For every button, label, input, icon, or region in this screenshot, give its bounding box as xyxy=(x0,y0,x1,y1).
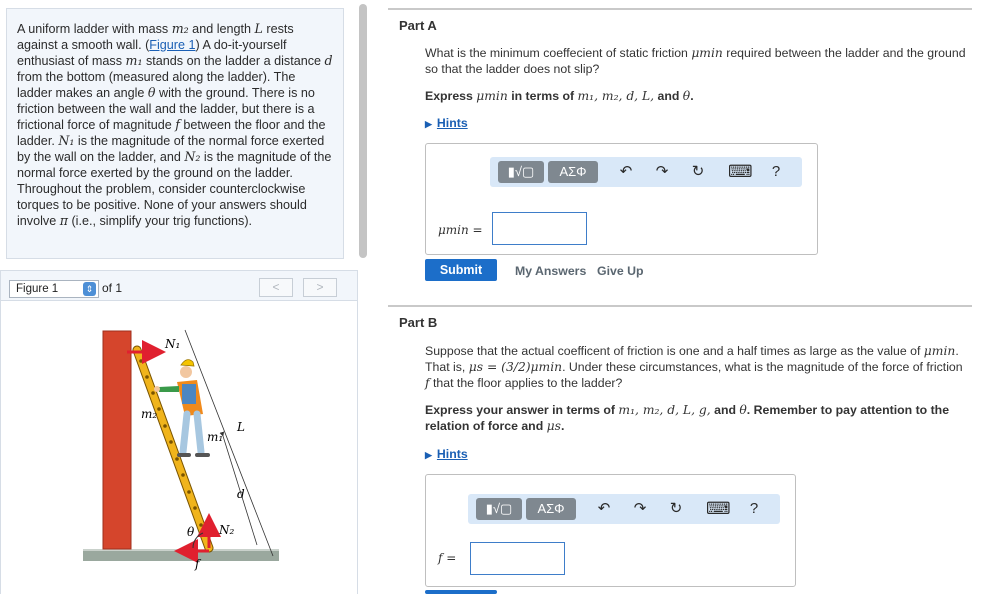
intro-text: is the magnitude of the normal force exerted by the wall on the ladder, and xyxy=(17,134,325,164)
expand-triangle-icon: ▶ xyxy=(425,450,432,460)
part-b-hints-toggle[interactable] xyxy=(425,447,468,461)
part-a-divider xyxy=(388,8,972,10)
intro-text: between the floor and the ladder. xyxy=(17,118,326,148)
figure-panel xyxy=(0,270,358,594)
redo-icon[interactable]: ↷ xyxy=(633,500,647,517)
math-mu-min: μmin xyxy=(691,46,723,60)
hints-label: Hints xyxy=(436,447,468,461)
instruction-text: Express your answer in terms of xyxy=(425,403,619,417)
label-d: d xyxy=(237,487,245,501)
math-theta: θ xyxy=(147,85,156,100)
intro-text: with the ground. There is no friction between the wall and the ladder, but there is a frictional force of magnitude xyxy=(17,86,315,132)
problem-statement xyxy=(6,8,344,259)
math-theta: θ xyxy=(739,403,747,417)
templates-button[interactable]: ▮√▢ xyxy=(476,498,522,520)
part-a-hints-toggle[interactable] xyxy=(425,116,468,130)
part-a-math-toolbar xyxy=(490,157,802,187)
part-a-instructions xyxy=(425,88,970,104)
wall xyxy=(103,331,131,549)
figure-select[interactable] xyxy=(9,280,99,298)
undo-icon[interactable]: ↶ xyxy=(619,163,633,180)
figure-link[interactable]: Figure 1 xyxy=(149,38,196,52)
part-b-math-toolbar xyxy=(468,494,780,524)
question-text: Suppose that the actual coefficent of friction is one and a half times as large as the value of xyxy=(425,344,924,358)
next-figure-button[interactable]: > xyxy=(303,278,337,297)
undo-icon[interactable]: ↶ xyxy=(597,500,611,517)
instruction-text: and xyxy=(654,89,683,103)
label-m2: m₂ xyxy=(141,407,158,421)
intro-text: stands on the ladder a distance xyxy=(142,54,325,68)
scrollbar-thumb[interactable] xyxy=(359,4,367,258)
label-f: f xyxy=(195,557,200,571)
intro-text: and length xyxy=(188,22,255,36)
my-answers-button[interactable]: My Answers xyxy=(515,264,587,278)
part-a-submit-button[interactable]: Submit xyxy=(425,259,497,281)
left-panel-scrollbar[interactable] xyxy=(358,4,368,594)
reset-icon[interactable]: ↻ xyxy=(669,500,683,517)
instruction-text: . Remember to pay attention to the relation of force and xyxy=(425,403,950,433)
math-N2: N₂ xyxy=(184,149,201,164)
keyboard-icon[interactable]: ⌨ xyxy=(706,499,731,518)
part-b-answer-input[interactable] xyxy=(470,542,565,575)
help-icon[interactable]: ? xyxy=(771,163,781,180)
part-a-title: Part A xyxy=(399,18,437,33)
prev-figure-button[interactable]: < xyxy=(259,278,293,297)
intro-text: from the bottom (measured along the ladder). The ladder makes an angle xyxy=(17,70,296,100)
instruction-text: . xyxy=(560,419,565,433)
part-b-divider xyxy=(388,305,972,307)
figure-nav-bar xyxy=(1,271,357,301)
intro-text: is the magnitude of the normal force exerted by the ground on the ladder. Throughout the problem, consider counterclockwise torques to be positive. None of your answers should involve xyxy=(17,150,332,228)
figure-count: of 1 xyxy=(102,281,123,295)
math-L: L xyxy=(254,21,263,36)
instruction-text: in terms of xyxy=(507,89,578,103)
hints-label: Hints xyxy=(436,116,468,130)
reset-icon[interactable]: ↻ xyxy=(691,163,705,180)
greek-symbols-button[interactable]: ΑΣΦ xyxy=(526,498,576,520)
help-icon[interactable]: ? xyxy=(749,500,759,517)
question-text: . That is, xyxy=(425,344,959,374)
label-N2: N₂ xyxy=(219,523,235,537)
ladder-figure xyxy=(1,302,357,594)
part-a-answer-input[interactable] xyxy=(492,212,587,245)
figure-select-value: Figure 1 xyxy=(16,283,59,295)
intro-text: rests against a smooth wall. ( xyxy=(17,22,294,52)
question-text: that the floor applies to the ladder? xyxy=(429,376,623,390)
greek-symbols-button[interactable]: ΑΣΦ xyxy=(548,161,598,183)
math-mu-s: μs xyxy=(546,419,561,433)
math-theta: θ xyxy=(682,89,691,103)
templates-button[interactable]: ▮√▢ xyxy=(498,161,544,183)
math-mu-min: μmin xyxy=(476,89,508,103)
intro-text: A uniform ladder with mass xyxy=(17,22,172,36)
part-b-instructions xyxy=(425,402,970,434)
math-variables: m₁, m₂, d, L, g, xyxy=(618,403,711,417)
math-N1: N₁ xyxy=(58,133,75,148)
redo-icon[interactable]: ↷ xyxy=(655,163,669,180)
label-m1: m₁ xyxy=(207,430,224,444)
math-m2: m₂ xyxy=(171,21,189,36)
question-text: . Under these circumstances, what is the magnitude of the force of friction xyxy=(562,360,963,374)
math-pi: π xyxy=(59,213,68,228)
select-arrows-icon: ⇕ xyxy=(83,282,96,296)
part-a-answer-label: μmin = xyxy=(438,223,483,237)
instruction-text: and xyxy=(710,403,740,417)
label-L: L xyxy=(237,420,245,434)
part-b-question xyxy=(425,343,970,391)
math-mu-min: μmin xyxy=(923,344,956,358)
part-a-question xyxy=(425,45,970,77)
keyboard-icon[interactable]: ⌨ xyxy=(728,162,753,181)
math-variables: m₁, m₂, d, L, xyxy=(577,89,655,103)
question-text: required between the ladder and the ground so that the ladder does not slip? xyxy=(425,46,966,76)
part-a-answer-box xyxy=(425,143,818,255)
give-up-button[interactable]: Give Up xyxy=(597,264,644,278)
expand-triangle-icon: ▶ xyxy=(425,119,432,129)
math-f: f xyxy=(425,376,430,390)
intro-text: ) A do-it-yourself enthusiast of mass xyxy=(17,38,287,68)
instruction-text: . xyxy=(690,89,694,103)
part-b-title: Part B xyxy=(399,315,438,330)
math-d: d xyxy=(324,53,333,68)
label-N1: N₁ xyxy=(165,337,181,351)
math-f: f xyxy=(175,117,180,132)
math-equation: μs = (3/2)μmin xyxy=(468,360,563,374)
part-b-answer-label: f = xyxy=(438,551,457,565)
instruction-text: Express xyxy=(425,89,477,103)
math-m1: m₁ xyxy=(125,53,143,68)
intro-text: (i.e., simplify your trig functions). xyxy=(67,214,253,228)
part-b-submit-button[interactable] xyxy=(425,590,497,594)
part-b-answer-box xyxy=(425,474,796,587)
question-text: What is the minimum coeffecient of static friction xyxy=(425,46,692,60)
label-theta: θ xyxy=(187,525,195,539)
